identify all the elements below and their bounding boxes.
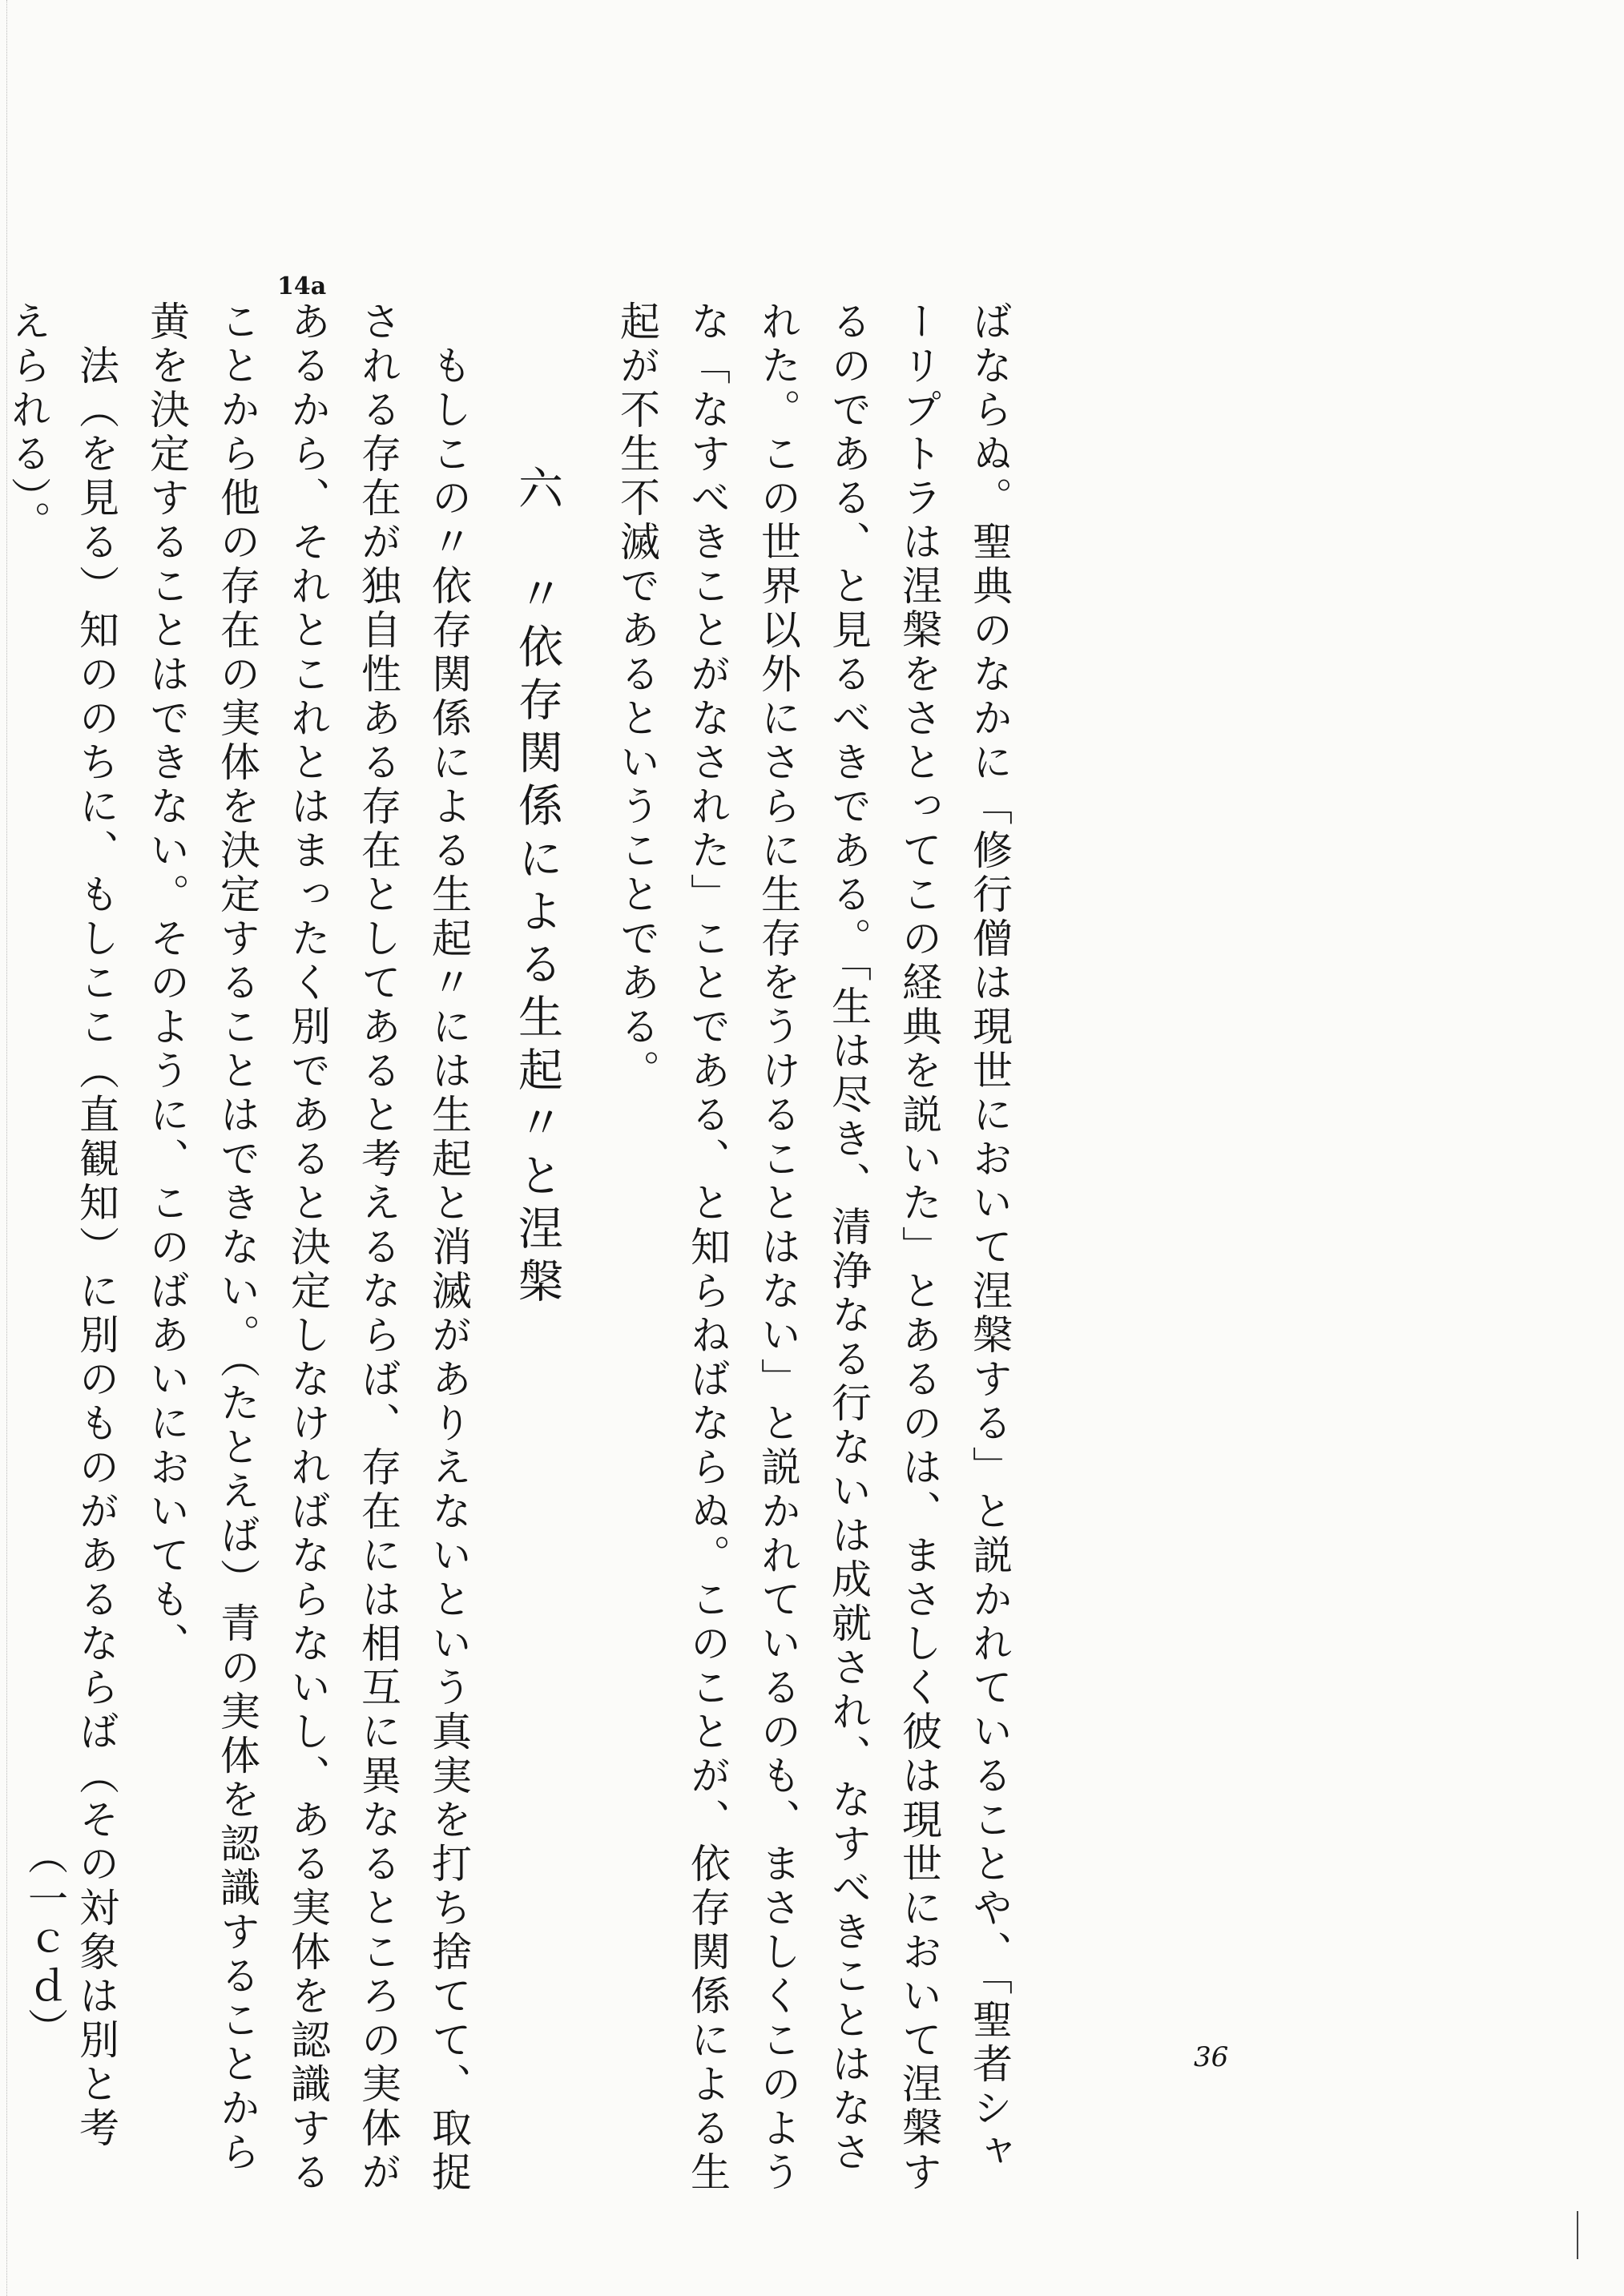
text-column: もしこの〃依存関係による生起〃には生起と消滅がありえないという真実を打ち捨てて、取捉	[425, 344, 472, 2195]
text-column: えられる）。	[5, 300, 51, 545]
text-column: ーリプトラは涅槃をさとってこの経典を説いた」とあるのは、まさしく彼は現世において涅槃す	[896, 300, 942, 2195]
text-column: 黄を決定することはできない。そのように、このばあいにおいても、	[143, 300, 190, 1666]
verse-reference: （一ｃｄ）	[22, 1835, 68, 2051]
text-column: な「なすべきことがなされた」ことである、と知らねばならぬ。このことが、依存関係による生	[684, 300, 731, 2195]
text-column: 法（を見る）知ののちに、もしここ（直観知）に別のものがあるならば（その対象は別と考	[73, 344, 119, 2151]
text-column: ことから他の存在の実体を決定することはできない。（たとえば）青の実体を認識することから	[214, 300, 260, 2175]
text-column: ばならぬ。聖典のなかに「修行僧は現世において涅槃する」と説かれていることや、「聖者シャ	[966, 300, 1013, 2175]
text-column: れた。この世界以外にさらに生存をうけることはない」と説かれているのも、まさしくこのよう	[755, 300, 801, 2195]
text-column: あるから、それとこれとはまったく別であると決定しなければならないし、ある実体を認識する	[284, 300, 331, 2195]
section-heading: 六 〃依存関係による生起〃と涅槃	[511, 465, 563, 1311]
text-column: 起が不生不滅であるということである。	[614, 300, 660, 1094]
text-column: るのである、と見るべきである。「生は尽き、清浄なる行ないは成就され、なすべきことはなさ	[825, 300, 872, 2175]
text-column: される存在が独自性ある存在としてあると考えるならば、存在には相互に異なるところの実体が	[355, 300, 401, 2195]
trim-mark	[1577, 2211, 1578, 2259]
page-marker: 14a	[277, 272, 327, 300]
page-number: 36	[1194, 2041, 1229, 2073]
